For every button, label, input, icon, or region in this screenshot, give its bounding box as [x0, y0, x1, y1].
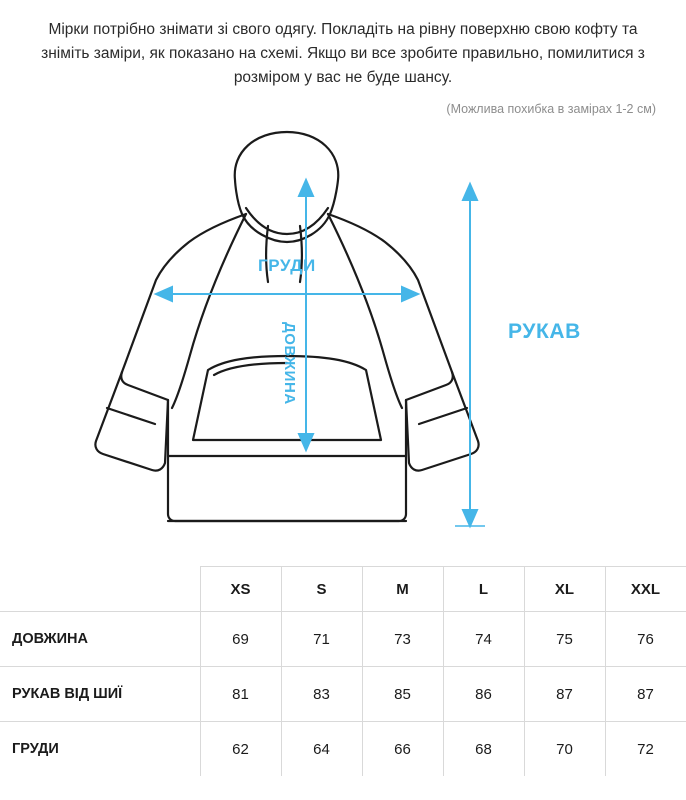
size-table	[0, 566, 686, 776]
table-cell: 75	[524, 612, 605, 667]
sleeve-measure	[455, 184, 485, 526]
row-header-length: ДОВЖИНА	[0, 612, 200, 667]
hood-outline	[235, 132, 339, 242]
intro-paragraph: Мірки потрібно знімати зі свого одягу. Покладіть на рівну поверхню свою кофту та зніміть заміри, як показано на схемі. Якщо ви все зробите правильно, помилитися з розміром у вас не буде шансу.	[41, 21, 645, 87]
raglan-seam-right	[328, 214, 402, 408]
neck-opening	[246, 208, 328, 234]
table-cell: 70	[524, 722, 605, 777]
table-cell: 64	[281, 722, 362, 777]
table-cell: 87	[605, 667, 686, 722]
size-table-head	[0, 567, 686, 612]
table-cell: 86	[443, 667, 524, 722]
table-cell: 83	[281, 667, 362, 722]
cuff-right-line	[419, 408, 467, 424]
row-header-sleeve: РУКАВ ВІД ШИЇ	[0, 667, 200, 722]
chest-measure	[156, 287, 418, 301]
table-cell: 85	[362, 667, 443, 722]
length-measure	[299, 180, 313, 450]
column-header: XXL	[605, 567, 686, 612]
table-cell: 72	[605, 722, 686, 777]
column-header: XS	[200, 567, 281, 612]
table-cell: 76	[605, 612, 686, 667]
table-row	[0, 667, 686, 722]
size-table-wrapper	[0, 566, 686, 776]
column-header: L	[443, 567, 524, 612]
table-cell: 69	[200, 612, 281, 667]
sleeve-label: РУКАВ	[508, 320, 581, 344]
hoodie-diagram	[0, 122, 686, 542]
cuff-left-line	[107, 408, 155, 424]
column-header: S	[281, 567, 362, 612]
table-cell: 68	[443, 722, 524, 777]
table-cell: 74	[443, 612, 524, 667]
table-row	[0, 612, 686, 667]
hoodie-illustration	[0, 122, 686, 542]
column-header: XL	[524, 567, 605, 612]
table-cell: 73	[362, 612, 443, 667]
table-corner-cell	[0, 567, 200, 612]
size-table-body	[0, 612, 686, 777]
intro-note: (Можлива похибка в замірах 1-2 см)	[446, 102, 656, 117]
table-cell: 71	[281, 612, 362, 667]
table-cell: 66	[362, 722, 443, 777]
table-row	[0, 722, 686, 777]
table-cell: 81	[200, 667, 281, 722]
row-header-chest: ГРУДИ	[0, 722, 200, 777]
chest-label: ГРУДИ	[258, 256, 316, 276]
intro-block	[0, 0, 686, 116]
column-header: M	[362, 567, 443, 612]
pocket-detail	[214, 363, 287, 375]
table-cell: 62	[200, 722, 281, 777]
length-label: ДОВЖИНА	[281, 322, 298, 405]
table-header-row	[0, 567, 686, 612]
table-cell: 87	[524, 667, 605, 722]
raglan-seam-left	[172, 214, 246, 408]
